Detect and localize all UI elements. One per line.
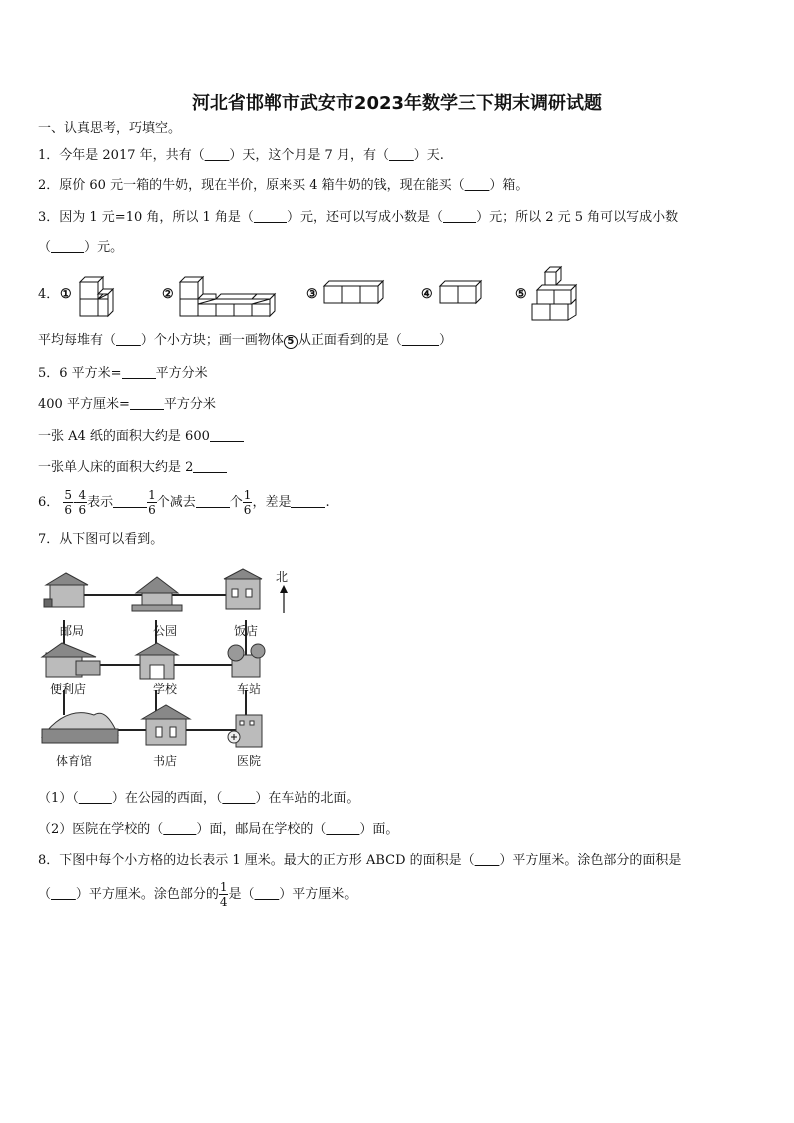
q6-blank-2[interactable]	[196, 494, 230, 508]
question-2	[38, 178, 528, 194]
q7-blank-4[interactable]	[326, 822, 359, 838]
map-label-school: 学校	[153, 682, 178, 696]
restaurant-building	[224, 569, 262, 609]
q4-text-b: ）个小方块；画一画物体	[140, 333, 284, 348]
question-5-line-2	[38, 396, 216, 413]
post-office-building	[44, 573, 88, 607]
q7-text-1a: （1）（	[38, 791, 79, 806]
q3-blank-3[interactable]	[51, 240, 84, 256]
q3-text-b: ）元，还可以写成小数是（	[286, 210, 443, 225]
question-1	[38, 148, 444, 164]
fraction-4-6: $\frac{4}{6}$	[78, 488, 87, 517]
q5-text-1a: 5．6 平方米=	[38, 366, 122, 381]
q6-blank-3[interactable]	[291, 494, 325, 508]
q8-blank-2[interactable]	[51, 878, 76, 912]
map-label-restaurant: 饭店	[234, 624, 259, 638]
q6-text-2: 个减去	[156, 495, 196, 510]
question-7-sub-2	[38, 822, 398, 838]
map-label-bookstore: 书店	[153, 754, 178, 768]
q1-blank-2[interactable]	[389, 148, 414, 164]
minus-sign: -	[73, 495, 78, 510]
q5-blank-2[interactable]	[130, 396, 164, 410]
q3-blank-1[interactable]	[254, 210, 287, 226]
north-arrow-icon	[280, 585, 288, 613]
stadium-building	[42, 713, 118, 743]
q6-text-5: .	[325, 495, 330, 510]
q8-blank-1[interactable]	[475, 853, 500, 869]
q1-blank-1[interactable]	[205, 148, 230, 164]
q4-text-d: ）	[439, 333, 453, 348]
page-title: 河北省邯郸市武安市2023年数学三下期末调研试题	[191, 93, 603, 114]
question-3-cont	[38, 240, 123, 256]
q2-text-b: ）箱。	[489, 178, 529, 193]
q6-blank-1[interactable]	[113, 494, 147, 508]
q8-text-b: ）平方厘米。涂色部分的面积是	[499, 853, 682, 868]
map-label-hospital: 医院	[237, 754, 262, 768]
q7-blank-3[interactable]	[163, 822, 196, 838]
q5-blank-3[interactable]	[210, 428, 244, 442]
section-heading: 一、认真思考，巧填空。	[38, 121, 182, 136]
question-7-sub-1	[38, 791, 359, 807]
q7-text-2a: （2）医院在学校的（	[38, 822, 164, 837]
q5-text-3a: 一张 A4 纸的面积大约是 600	[38, 429, 210, 444]
q7-blank-2[interactable]	[222, 791, 255, 807]
q5-blank-4[interactable]	[193, 459, 227, 473]
cube-stack-5	[532, 267, 576, 320]
q5-text-1b: 平方分米	[155, 366, 208, 381]
q8-text-f: ）平方厘米。	[279, 887, 358, 902]
q4-text-c: 从正面看到的是（	[297, 333, 402, 348]
cube-stack-1	[80, 277, 113, 316]
school-building	[136, 643, 178, 679]
map-label-park: 公园	[153, 624, 178, 638]
q4-label-1: ①	[60, 287, 72, 302]
q4-blank-2[interactable]	[402, 333, 439, 349]
fraction-1-6-a: $\frac{1}{6}$	[148, 488, 156, 517]
cube-stack-2	[180, 277, 275, 316]
q7-text-2b: ）面，邮局在学校的（	[196, 822, 327, 837]
q3-text-c: ）元；所以 2 元 5 角可以写成小数	[476, 210, 679, 225]
bookstore-building	[142, 705, 190, 745]
q6-text-1: 表示	[87, 495, 114, 510]
fraction-1-6-b: $\frac{1}{6}$	[243, 488, 252, 517]
q6-number: 6．	[38, 495, 60, 510]
q2-text-a: 2．原价 60 元一箱的牛奶，现在半价，原来买 4 箱牛奶的钱，现在能买（	[38, 178, 465, 193]
question-5-line-3	[38, 428, 244, 445]
q1-text-a: 1．今年是 2017 年，共有（	[38, 148, 205, 163]
cube-stacks-figure	[0, 260, 600, 326]
q8-blank-3[interactable]	[254, 878, 279, 912]
q4-label-3: ③	[306, 287, 318, 302]
q5-blank-1[interactable]	[122, 365, 156, 379]
question-5-line-1	[38, 365, 208, 382]
q7-text-2c: ）面。	[359, 822, 399, 837]
question-4-text	[38, 333, 452, 349]
cube-stack-3	[324, 281, 383, 303]
q4-label-5: ⑤	[515, 287, 527, 302]
hospital-building	[228, 715, 262, 747]
map-label-post-office: 邮局	[60, 624, 85, 638]
q6-text-3: 个	[229, 495, 243, 510]
q8-text-c: （	[38, 887, 52, 902]
north-label: 北	[276, 570, 289, 584]
map-label-convenience-store: 便利店	[50, 682, 87, 696]
q8-text-d: ）平方厘米。涂色部分的	[75, 887, 219, 902]
circled-number-5: 5	[284, 335, 298, 349]
q5-text-2a: 400 平方厘米=	[38, 397, 130, 412]
q4-text-a: 平均每堆有（	[38, 333, 117, 348]
q3-blank-2[interactable]	[443, 210, 476, 226]
town-map	[36, 565, 306, 775]
q5-text-2b: 平方分米	[163, 397, 216, 412]
question-6	[38, 486, 330, 520]
q8-text-a: 8．下图中每个小方格的边长表示 1 厘米。最大的正方形 ABCD 的面积是（	[38, 853, 475, 868]
q8-text-e: 是（	[228, 887, 255, 902]
question-5-line-4	[38, 459, 227, 476]
q7-blank-1[interactable]	[79, 791, 112, 807]
q4-label-2: ②	[162, 287, 174, 302]
q6-text-4: ，差是	[252, 495, 292, 510]
map-label-station: 车站	[237, 682, 262, 696]
q7-text-1c: ）在车站的北面。	[255, 791, 360, 806]
question-8-cont	[38, 878, 357, 912]
q2-blank[interactable]	[465, 178, 490, 194]
question-7-heading: 7．从下图可以看到。	[38, 532, 164, 547]
q7-text-1b: ）在公园的西面，（	[111, 791, 223, 806]
question-3	[38, 210, 678, 226]
q3-text-a: 3．因为 1 元=10 角，所以 1 角是（	[38, 210, 254, 225]
cube-stack-4	[440, 281, 481, 303]
q3-text-e: ）元。	[84, 240, 124, 255]
q1-text-b: ）天，这个月是 7 月，有（	[229, 148, 389, 163]
question-8	[38, 853, 681, 869]
q3-text-d: （	[38, 240, 52, 255]
q4-number: 4．	[38, 287, 60, 302]
q4-label-4: ④	[421, 287, 433, 302]
map-label-stadium: 体育馆	[56, 754, 93, 768]
fraction-5-6: $\frac{5}{6}$	[64, 488, 73, 517]
convenience-store-building	[42, 643, 100, 677]
q4-blank-1[interactable]	[116, 333, 141, 349]
q1-text-c: ）天.	[413, 148, 444, 163]
fraction-1-4: $\frac{1}{4}$	[219, 880, 228, 909]
q5-text-4a: 一张单人床的面积大约是 2	[38, 460, 194, 475]
